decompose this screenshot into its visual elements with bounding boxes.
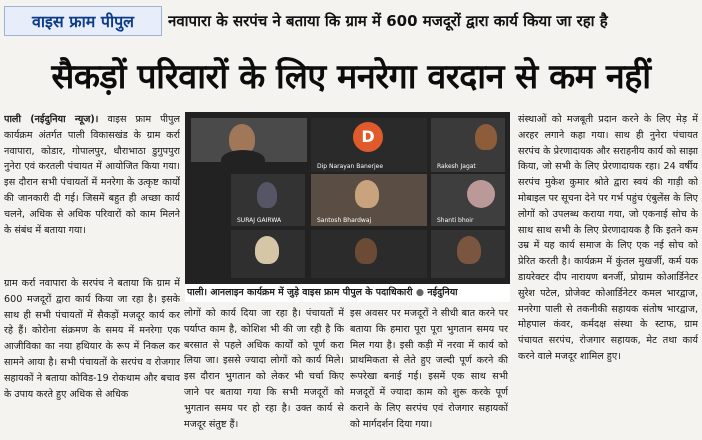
- video-tile: [231, 230, 305, 278]
- participant-avatar: D: [353, 122, 383, 152]
- headline: सैकड़ों परिवारों के लिए मनरेगा वरदान से कम नहीं: [51, 57, 651, 97]
- video-tile: [431, 174, 505, 226]
- col4-text: संस्थाओं को मजबूती प्रदान करने के लिए मेड़ में अरहर लगाने कहा गया। साथ ही नुनेरा पंचायत सरपंच के प्रेरणादायक और सराहनीय कार्य को साझा किया, जो सभी के लिए प्रेरणादायक रहा। 24 वर्षीय सरपंच मुकेश कुमार श्रोते द्वारा स्वयं की गाड़ी को मोबाइल पर सूचना देने पर गर्भ पहुंच एंबुलेंस के लिए लोगों को उपलब्ध कराया गया, जो एकनाई सोच के साथ साथ सभी के लिए प्रेरणादायक है कि इतने कम उम्र में यह कार्य समाज के लिए एक नई सोच को प्रेरित करती है। कार्यक्रम में कुंतल मुखर्जी, कर्म यक डायरेक्टर दीप नारायण बनर्जी, प्रोग्राम कोआर्डिनेटर सुरेश पटेल, प्रोजेक्ट कोआर्डिनेटर कमल भारद्वाज, मनरेगा पाली से तकनीकी सहायक संतोष भारद्वाज, मोहपाल कंवर, कर्मदक्ष संस्था के स्टाफ, ग्राम पंचायत सरपंच, रोजगार सहायक, मेट तथा कार्य करने वाले मजदूर शामिल हुए।: [518, 114, 698, 362]
- participant-name: Santosh Bhardwaj: [317, 217, 372, 224]
- participant-name: Shanti bhoir: [437, 217, 474, 224]
- top-bar: [0, 0, 702, 42]
- participant-name: SURAJ GAIRWA: [237, 217, 282, 224]
- participant-name: Rakesh Jagat: [437, 163, 476, 170]
- video-tile: [311, 230, 427, 278]
- video-tile: [311, 118, 427, 172]
- photo-credit: नईदुनिया: [427, 287, 458, 298]
- col1-text: ग्राम कर्रा नवापारा के सरपंच ने बताया कि ग्राम में 600 मजदूरों द्वारा कार्य किया जा रहा है। इसके साथ ही सभी पंचायतों में सैकड़ों मजदूर कार्य कर रहे हैं। कोरोना संक्रमण के समय में मनरेगा एक आजीविका का नया हथियार के रूप में निकल कर सामने आया है। सभी पंचायतों के सरपंच व रोजगार सहायकों ने बताया कोविड-19 रोकथाम और बचाव के उपाय करते हुए अधिक से अधिक: [4, 278, 180, 400]
- article-column-3: [350, 306, 508, 440]
- col3-text: इस अवसर पर मजदूरों ने सीधी बात करने पर बताया कि हमारा पूरा पूरा भुगतान समय पर मिल गया है। इसी कड़ी में नरवा में कार्य को प्राथमिकता से लेते हुए जल्दी पूर्ण करने की रूपरेखा बनाई गई। इसमें एक साथ सभी मजदूरों में ज्यादा काम को शुरू करके पूर्ण कराने के लिए सरपंच एवं रोजगार सहायकों को मार्गदर्शन दिया गया।: [350, 308, 508, 430]
- dot-icon: ●: [415, 287, 425, 298]
- section-tag: वाइस फ्राम पीपुल: [4, 6, 162, 36]
- video-tile: [191, 118, 307, 162]
- video-tile: [431, 118, 505, 172]
- news-photo: [185, 112, 510, 284]
- article-column-2: [184, 306, 344, 440]
- kicker-line: नवापारा के सरपंच ने बताया कि ग्राम में 600 मजदूरों द्वारा कार्य किया जा रहा है: [168, 12, 608, 30]
- participant-name: Dip Narayan Banerjee: [317, 163, 384, 170]
- article-column-1-cont: [4, 276, 180, 440]
- article-column-1-intro: [4, 112, 180, 274]
- col2-text: लोगों को कार्य दिया जा रहा है। पंचायतों में पर्याप्त काम है, कोशिश भी की जा रही है कि बरसात से पहले अधिक कार्यों को पूर्ण करा लिया जा। इससे ज्यादा लोगों को कार्य मिले। इस दौरान भुगतान को लेकर भी चर्चा किए जाने पर बताया गया कि सभी मजदूरों को भुगतान समय पर हो रहा है। उक्त कार्य से मजदूर संतुष्ट हैं।: [184, 308, 344, 430]
- video-tile: [311, 174, 427, 226]
- article-column-4: [518, 112, 698, 440]
- video-tile: [231, 174, 305, 226]
- byline: पाली (नईदुनिया न्यूज)।: [4, 114, 99, 125]
- photo-caption: [185, 284, 510, 302]
- intro-text: वाइस फ्राम पीपुल कार्यक्रम अंतर्गत पाली विकासखंड के ग्राम कर्रा नवापारा, कोडार, गोपालपुर, धौराभाठा डुगुपपुरा नुनेरा एवं करतली पंचायत में आयोजित किया गया। इस दौरान सभी पंचायतों में मनरेगा के उत्कृष्ट कार्यों की जानकारी दी गई। जिसमें बहुत ही अच्छा कार्य चलने, अधिक से अधिक परिवारों को काम मिलने के संबंध में बताया गया।: [4, 114, 180, 236]
- caption-text: पाली। आनलाइन कार्यक्रम में जुड़े वाइस फ्राम पीपुल के पदाधिकारी: [187, 287, 413, 298]
- video-tile: [431, 230, 505, 278]
